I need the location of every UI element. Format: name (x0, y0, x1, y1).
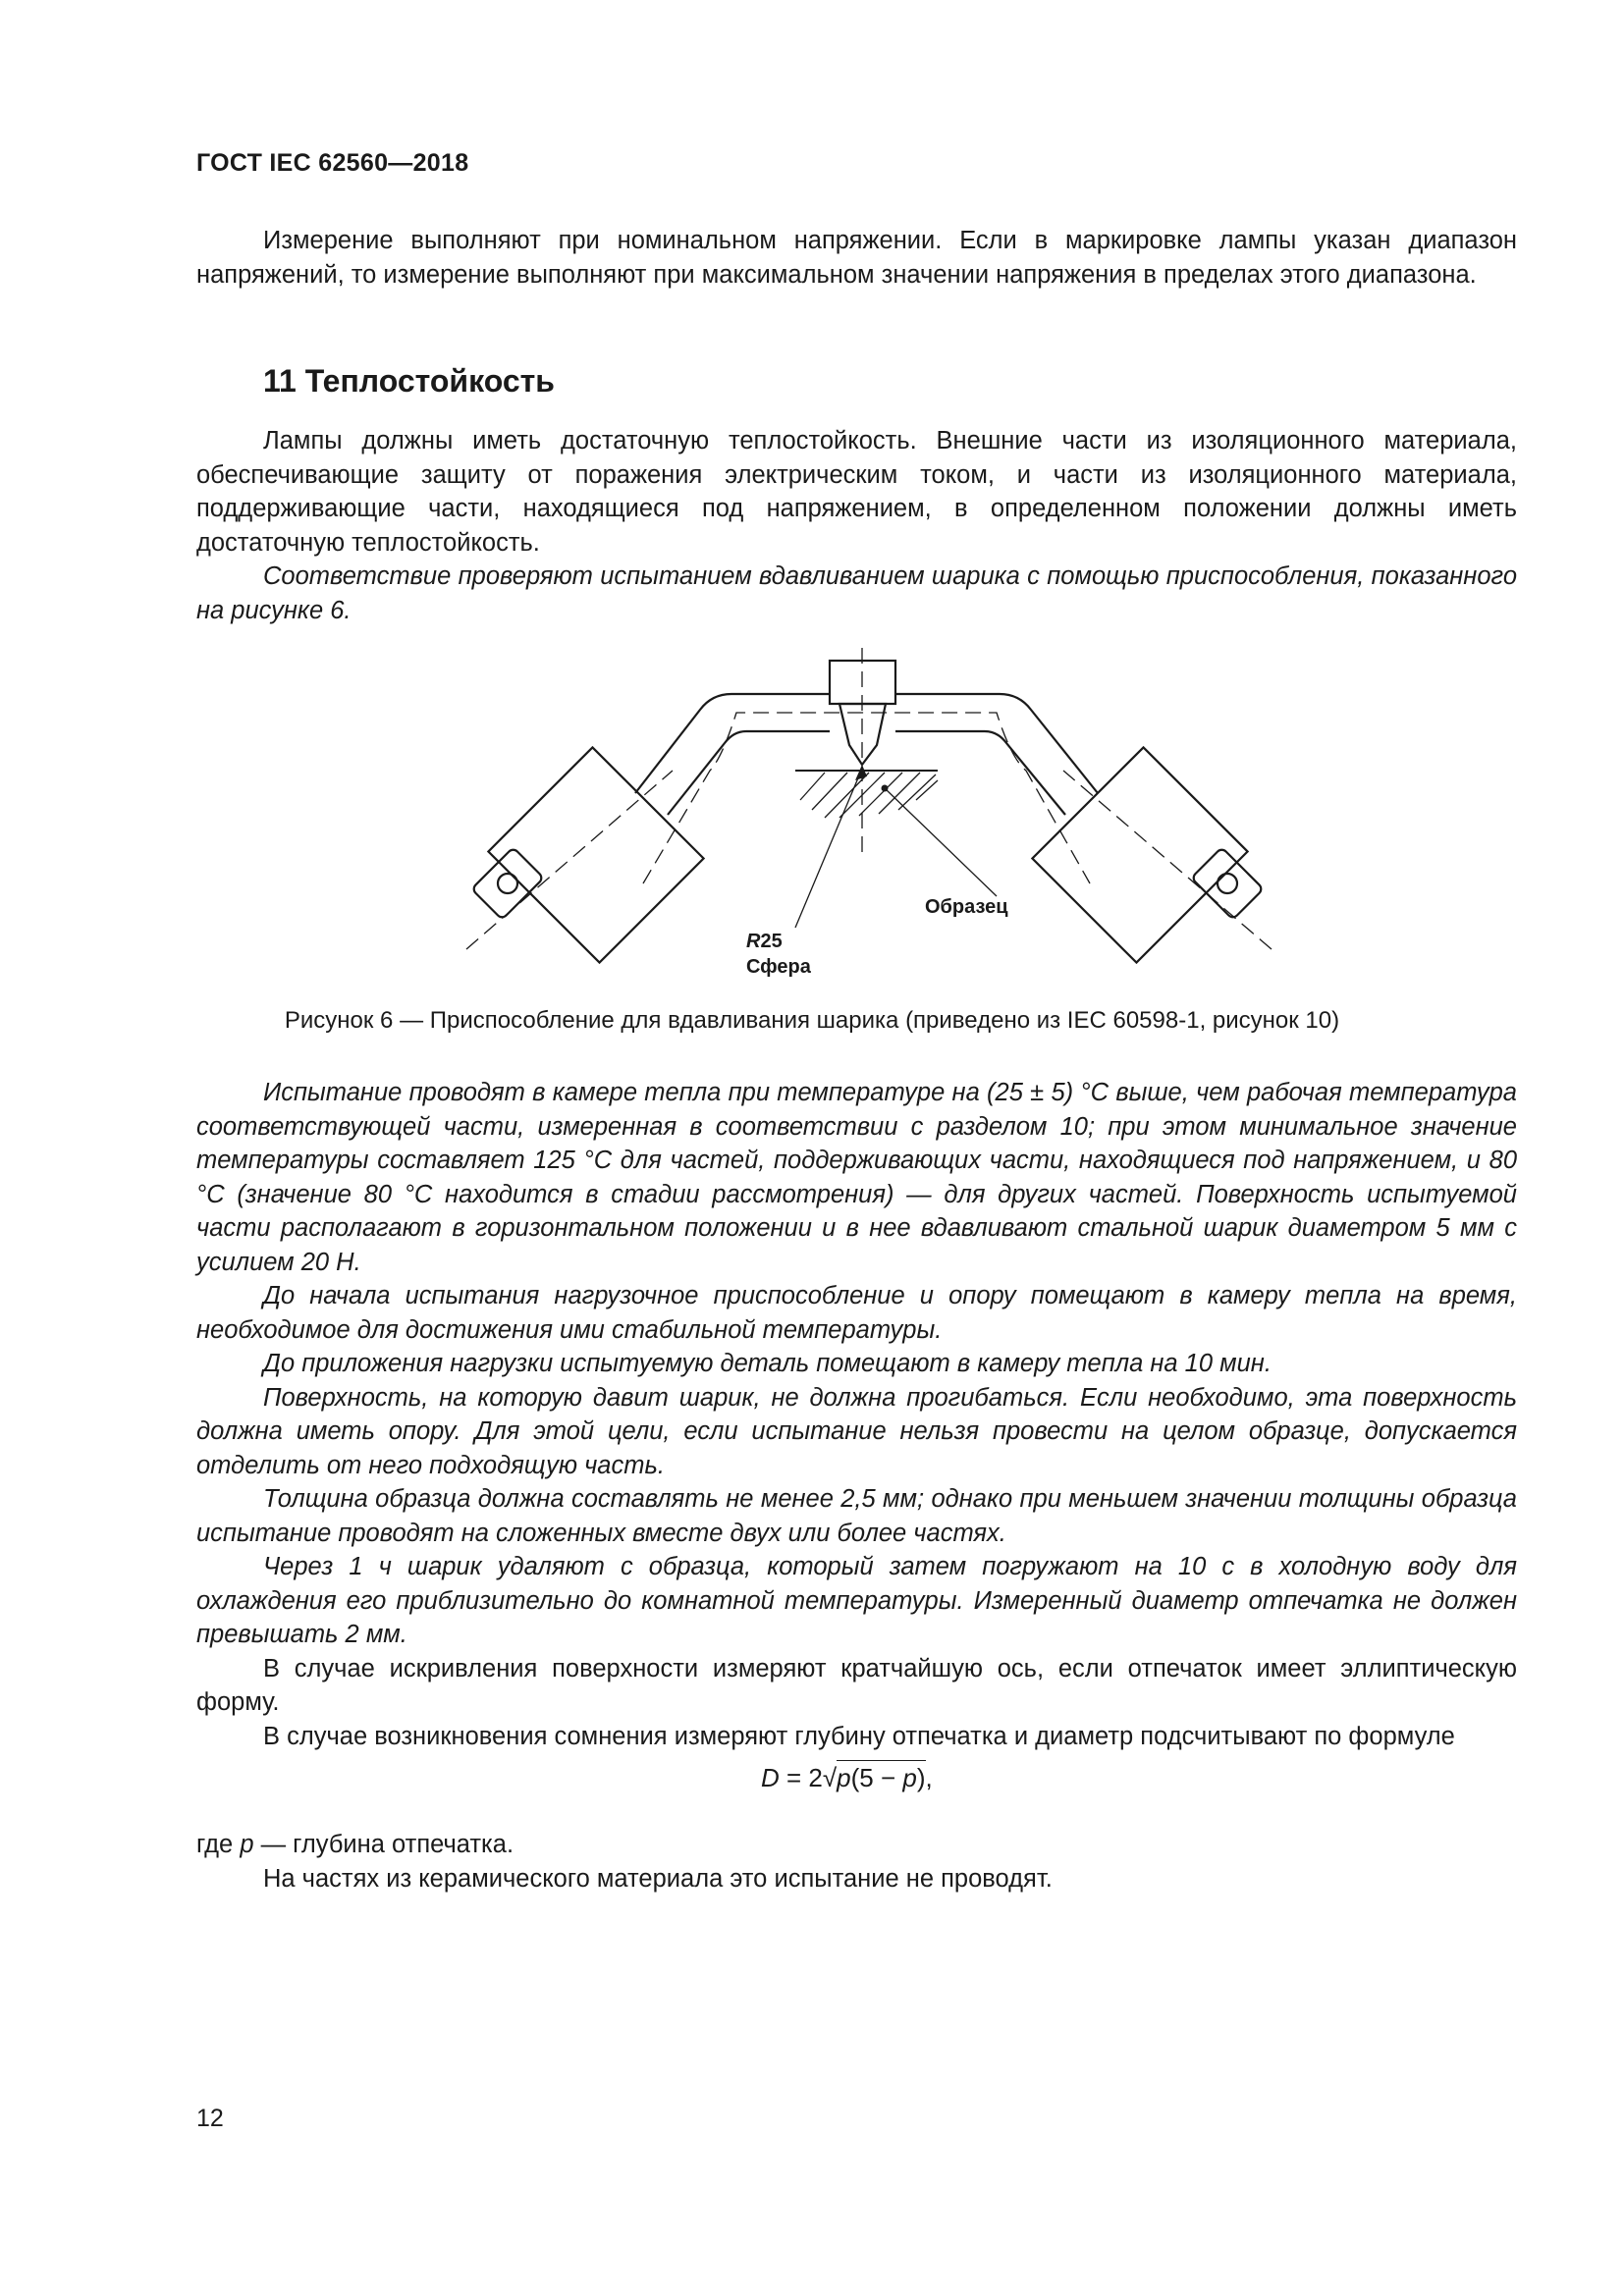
ball-pressure-apparatus-figure (447, 643, 1291, 996)
radius-value: 25 (760, 931, 783, 952)
figure-label-radius (746, 931, 783, 952)
section-paragraph-2: Соответствие проверяют испытанием вдавливанием шарика с помощью приспособления, показанного на рисунке 6. (196, 562, 1517, 624)
formula-var-p: p (837, 1763, 851, 1792)
document-code: ГОСТ IEC 62560—2018 (196, 149, 469, 177)
right-nut (1191, 847, 1264, 920)
left-nut (471, 847, 544, 920)
body-paragraph-3: Испытание проводят в камере тепла при температуре на (25 ± 5) °С выше, чем рабочая температура соответствующей части, измеренная в соответствии с разделом 10; при этом минимальное значение температуры составляет 125 °С для частей, поддерживающих части, находящиеся под напряжением, и 80 °С (значение 80 °С находится в стадии рассмотрения) — для других частей. Поверхность испытуемой части располагают в горизонтальном положении и в нее вдавливают стальной шарик диаметром 5 мм с усилием 20 Н. (196, 1079, 1517, 1276)
formula-lhs: D (761, 1763, 780, 1792)
formula-rest: (5 − (850, 1763, 903, 1792)
figure-label-sphere: Сфера (746, 956, 811, 978)
arm-centerline (643, 713, 1090, 883)
body-paragraph-5: До приложения нагрузки испытуемую деталь помещают в камеру тепла на 10 мин. (263, 1350, 1272, 1377)
diameter-formula (761, 1763, 933, 1793)
arm-inner-line (668, 731, 1065, 815)
sample-leader (885, 788, 997, 896)
formula-eq: = 2√ (779, 1763, 838, 1792)
formula-close: ) (916, 1763, 926, 1792)
body-paragraph-6: Поверхность, на которую давит шарик, не должна прогибаться. Если необходимо, эта поверхность должна иметь опору. Для этой цели, если испытание нельзя провести на целом образце, допускается отделить от него подходящую часть. (196, 1383, 1517, 1479)
closing-block (196, 1828, 1517, 1896)
where-line (196, 1828, 1517, 1862)
figure-caption: Рисунок 6 — Приспособление для вдавливания шарика (приведено из IEC 60598-1, рисунок 10) (284, 1007, 1340, 1034)
where-prefix: где (196, 1831, 241, 1858)
intro-block (196, 224, 1517, 292)
figure-label-sample: Образец (925, 896, 1008, 918)
body-paragraph-4: До начала испытания нагрузочное приспособление и опору помещают в камеру тепла на время, необходимое для достижения ими стабильной температуры. (196, 1282, 1517, 1344)
body-paragraph-10: В случае возникновения сомнения измеряют глубину отпечатка и диаметр подсчитывают по формуле (263, 1722, 1455, 1750)
body-paragraph-7: Толщина образца должна составлять не менее 2,5 мм; однако при меньшем значении толщины образца испытание проводят на сложенных вместе двух или более частях. (196, 1485, 1517, 1547)
formula-radicand (837, 1760, 925, 1792)
body-paragraph-8: Через 1 ч шарик удаляют с образца, который затем погружают на 10 с в холодную воду для охлаждения его приблизительно до комнатной температуры. Измеренный диаметр отпечатка не должен превышать 2 мм. (196, 1553, 1517, 1648)
section-title: 11 Теплостойкость (263, 363, 555, 399)
section-paragraph-1: Лампы должны иметь достаточную теплостойкость. Внешние части из изоляционного материала, обеспечивающие защиту от поражения электрическим током, и части из изоляционного материала, поддерживающие части, находящиеся под напряжением, в определенном положении должны иметь достаточную теплостойкость. (196, 427, 1517, 557)
where-text: — глубина отпечатка. (253, 1831, 514, 1858)
intro-paragraph: Измерение выполняют при номинальном напряжении. Если в маркировке лампы указан диапазон напряжений, то измерение выполняют при максимальном значении напряжения в пределах этого диапазона. (196, 227, 1517, 289)
where-var: p (240, 1831, 254, 1858)
page-number: 12 (196, 2105, 224, 2132)
radius-letter: R (746, 931, 761, 952)
section-intro-block (196, 424, 1517, 627)
final-paragraph: На частях из керамического материала это испытание не проводят. (263, 1864, 1053, 1893)
formula-var-p2: p (902, 1763, 917, 1792)
test-procedure-block (196, 1076, 1517, 1753)
formula-tail: , (925, 1763, 933, 1792)
body-paragraph-9: В случае искривления поверхности измеряют кратчайшую ось, если отпечаток имеет эллиптическую форму. (196, 1654, 1517, 1716)
